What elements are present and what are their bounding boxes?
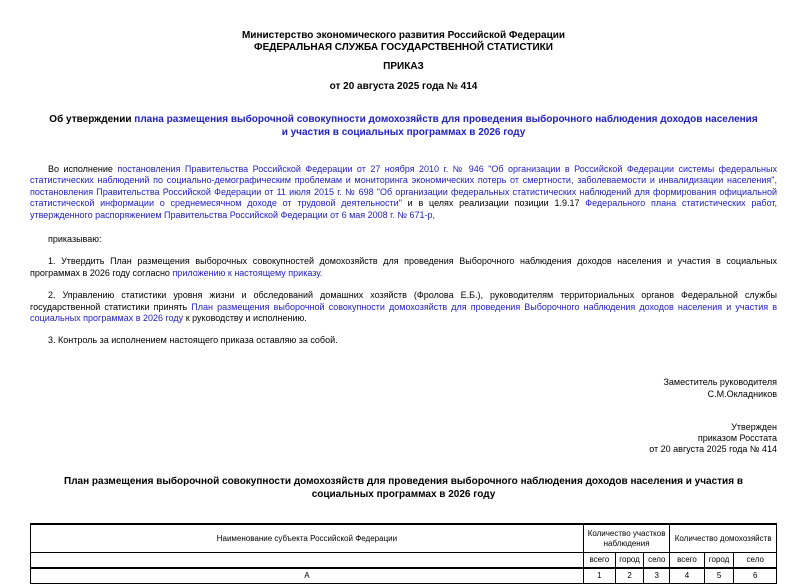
index-cell-3: 3 <box>644 568 670 584</box>
table-index-row <box>31 568 777 584</box>
col-group-areas: Количество участков наблюдения <box>583 524 670 553</box>
resolution-946-link[interactable]: постановления Правительства Российской Федерации от 27 ноября 2010 г. № 946 "Об организации в Российской Федерации системы федеральных статистических наблюдений по социально-демографическим проблемам и мониторинга экономических потерь от смертности, заболеваемости и инвалидизации населения", постановления Правительства Российской Федерации от 11 июля 2015 г. № 698 "Об организации федеральных статистических наблюдений для формирования официальной статистической информации о среднемесячном доходе от трудовой деятельности" <box>30 164 777 209</box>
index-cell-6: 6 <box>734 568 777 584</box>
doc-subject-link[interactable]: плана размещения выборочной совокупности домохозяйств для проведения выборочного наблюдения доходов населения и участия в социальных программах в 2026 году <box>134 114 758 138</box>
item1-annex-link[interactable]: приложению к настоящему приказу. <box>172 267 323 278</box>
order-item-3: 3. Контроль за исполнением настоящего приказа оставляю за собой. <box>48 335 338 346</box>
signature-name: С.М.Окладников <box>707 388 777 399</box>
table-header-row-sub <box>31 552 777 568</box>
preamble-paragraph <box>30 164 777 221</box>
col-header-subject: Наименование субъекта Российской Федерации <box>31 524 584 553</box>
approval-line-1: Утвержден <box>731 421 777 432</box>
doc-type: ПРИКАЗ <box>383 61 424 72</box>
doc-subject-prefix: Об утверждении <box>49 114 135 125</box>
order-item-2 <box>30 290 777 324</box>
preamble-text-1: Во исполнение <box>48 164 118 174</box>
subheader-areas-total: всего <box>583 552 615 568</box>
approval-line-2: приказом Росстата <box>697 432 777 443</box>
order-word: приказываю: <box>48 234 102 245</box>
index-cell-1: 1 <box>583 568 615 584</box>
doc-subject <box>45 113 762 139</box>
subheader-areas-city: город <box>615 552 643 568</box>
col-group-households: Количество домохозяйств <box>670 524 777 553</box>
subheader-areas-village: село <box>644 552 670 568</box>
item2-tail: к руководству и исполнению. <box>183 313 307 324</box>
index-cell-4: 4 <box>670 568 704 584</box>
annex-table <box>30 523 777 584</box>
index-cell-a: А <box>31 568 584 584</box>
subheader-households-city: город <box>704 552 734 568</box>
table-header-row-groups <box>31 524 777 553</box>
agency-line: ФЕДЕРАЛЬНАЯ СЛУЖБА ГОСУДАРСТВЕННОЙ СТАТИСТИКИ <box>254 42 553 53</box>
item2-plan-link[interactable]: План размещения выборочной совокупности домохозяйств для проведения Выборочного наблюдения доходов населения и участия в социальных программах в 2026 году <box>30 301 777 324</box>
annex-title: План размещения выборочной совокупности домохозяйств для проведения выборочного наблюдения доходов населения и участия в социальных программах в 2026 году <box>64 475 743 500</box>
approval-line-3: от 20 августа 2025 года № 414 <box>649 443 777 454</box>
signature-position: Заместитель руководителя <box>663 376 777 387</box>
item2-text: 2. Управлению статистики уровня жизни и обследований домашних хозяйств (Фролова Е.Б.), руководителям территориальных органов Федеральной службы государственной статистики принять <box>30 290 777 312</box>
federal-plan-link[interactable]: Федерального плана статистических работ, утвержденного распоряжением Правительства Российской Федерации от 6 мая 2008 г. № 671-р, <box>30 198 777 220</box>
item1-text: 1. Утвердить План размещения выборочных совокупностей домохозяйств для проведения Выборочного наблюдения доходов населения и участия в социальных программах в 2026 году согласно <box>30 256 777 278</box>
subheader-empty <box>31 552 584 568</box>
order-item-1 <box>30 256 777 279</box>
index-cell-5: 5 <box>704 568 734 584</box>
doc-date: от 20 августа 2025 года № 414 <box>329 81 478 92</box>
preamble-text-2: и в целях реализации позиции 1.9.17 <box>401 198 586 209</box>
ministry-line: Министерство экономического развития Российской Федерации <box>241 30 566 41</box>
subheader-households-total: всего <box>670 552 704 568</box>
subheader-households-village: село <box>734 552 777 568</box>
signature-block <box>30 376 777 400</box>
approval-block <box>30 422 777 455</box>
index-cell-2: 2 <box>615 568 643 584</box>
